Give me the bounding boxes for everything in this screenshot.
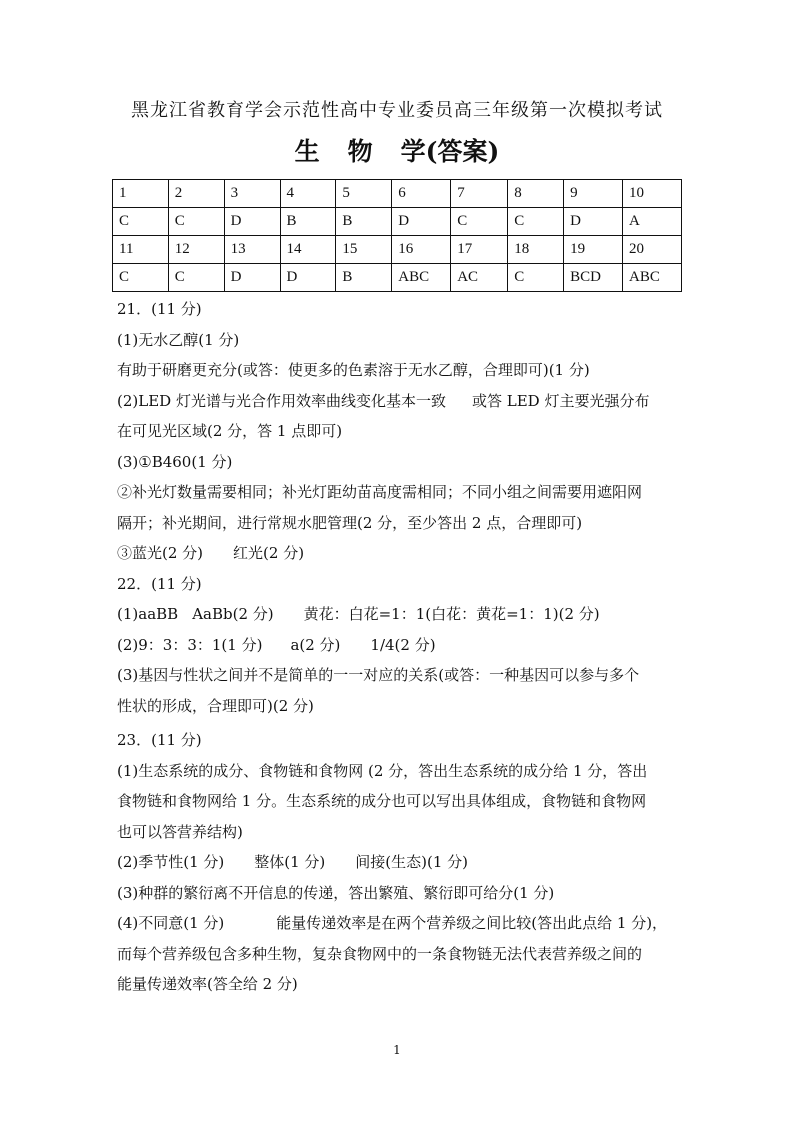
title-xue-answer: 学(答案) [400,137,500,166]
q21-line-1: (1)无水乙醇(1 分) [117,330,240,349]
q22-line-1b: AaBb(2 分) [192,605,274,623]
q21-line-5: (3)①B460(1 分) [117,452,233,471]
q23-line-2: 食物链和食物网给 1 分。生态系统的成分也可以写出具体组成，食物链和食物网 [117,792,647,810]
q21-line-3 [117,386,682,417]
q23-heading: 23．(11 分) [117,731,202,749]
exam-header-title: 黑龙江省教育学会示范性高中专业委员高三年级第一次模拟考试 [131,100,663,121]
table-cell: 13 [224,236,280,264]
table-cell: C [508,208,564,236]
q22-line-4: 性状的形成，合理即可)(2 分) [117,696,314,715]
q22-line-1a: (1)aaBB [117,605,179,623]
table-cell: 20 [623,236,682,264]
q21-line-8b: 红光(2 分) [233,544,305,562]
document-title [0,132,794,168]
table-cell: ABC [392,264,451,292]
q22-line-1c: 黄花：白花=1：1(白花：黄花=1：1)(2 分) [303,605,600,623]
table-cell: 18 [508,236,564,264]
q23-line-1: (1)生态系统的成分、食物链和食物网 (2 分，答出生态系统的成分给 1 分，答出 [117,761,648,780]
table-cell: C [113,264,169,292]
table-cell: 7 [451,180,508,208]
q21-line-6: ②补光灯数量需要相同；补光灯距幼苗高度需相同；不同小组之间需要用遮阳网 [117,483,643,501]
q21-line-2: 有助于研磨更充分(或答：使更多的色素溶于无水乙醇，合理即可)(1 分) [117,361,590,379]
q21-line-8a: ③蓝光(2 分) [117,544,204,562]
table-cell: 8 [508,180,564,208]
table-cell: D [280,264,336,292]
q23-line-6 [117,908,682,939]
table-cell: 9 [564,180,623,208]
q21-line-3b: 或答 LED 灯主要光强分布 [471,391,650,410]
q21-line-4: 在可见光区域(2 分，答 1 点即可) [117,422,343,440]
table-cell: 17 [451,236,508,264]
q23-line-6a: (4)不同意(1 分) [117,914,225,932]
table-cell: BCD [564,264,623,292]
table-cell: C [113,208,169,236]
table-cell: 15 [336,236,392,264]
q23-line-5: (3)种群的繁衍离不开信息的传递，答出繁殖、繁衍即可给分(1 分) [117,883,555,902]
table-cell: C [508,264,564,292]
q23-line-6b: 能量传递效率是在两个营养级之间比较(答出此点给 1 分)， [276,914,668,932]
q23-line-4a: (2)季节性(1 分) [117,853,225,871]
table-cell: 14 [280,236,336,264]
table-cell: 16 [392,236,451,264]
table-cell: D [224,264,280,292]
table-cell: D [564,208,623,236]
q22-line-2c: 1/4(2 分) [370,635,436,654]
q21-line-8 [117,538,682,569]
title-char-wu: 物 [347,137,373,166]
table-cell: 5 [336,180,392,208]
q22-line-2a: (2)9：3：3：1(1 分) [117,635,263,654]
table-cell: 11 [113,236,169,264]
table-cell: AC [451,264,508,292]
q21-heading: 21．(11 分) [117,300,202,318]
q22-line-2 [117,630,682,661]
table-row [113,264,682,292]
q22-line-3: (3)基因与性状之间并不是简单的一一对应的关系(或答：一种基因可以参与多个 [117,666,640,684]
q21-line-3a: (2)LED 灯光谱与光合作用效率曲线变化基本一致 [117,391,446,410]
q23-line-8: 能量传递效率(答全给 2 分) [117,975,298,993]
q23-line-7: 而每个营养级包含多种生物，复杂食物网中的一条食物链无法代表营养级之间的 [117,944,643,963]
table-row [113,236,682,264]
table-cell: ABC [623,264,682,292]
answer-content [117,294,682,1000]
table-cell: D [224,208,280,236]
table-cell: 6 [392,180,451,208]
q22-heading: 22．(11 分) [117,574,202,593]
table-cell: B [280,208,336,236]
q23-line-4c: 间接(生态)(1 分) [355,853,469,871]
table-cell: A [623,208,682,236]
q21-line-7: 隔开；补光期间，进行常规水肥管理(2 分，至少答出 2 点，合理即可) [117,513,583,532]
table-cell: B [336,208,392,236]
table-cell: C [168,208,224,236]
table-row [113,208,682,236]
table-cell: 12 [168,236,224,264]
table-cell: 3 [224,180,280,208]
q23-line-4b: 整体(1 分) [254,853,326,871]
q22-line-2b: a(2 分) [290,635,341,654]
q23-line-3: 也可以答营养结构) [117,822,243,841]
table-cell: 2 [168,180,224,208]
table-cell: 4 [280,180,336,208]
table-cell: 1 [113,180,169,208]
table-cell: C [168,264,224,292]
table-cell: B [336,264,392,292]
table-cell: 10 [623,180,682,208]
table-cell: 19 [564,236,623,264]
answer-key-table [112,179,682,292]
table-cell: D [392,208,451,236]
table-cell: C [451,208,508,236]
q23-line-4 [117,847,682,878]
title-char-sheng: 生 [294,137,320,166]
table-row [113,180,682,208]
page-number: 1 [393,1043,401,1057]
q22-line-1 [117,599,682,630]
